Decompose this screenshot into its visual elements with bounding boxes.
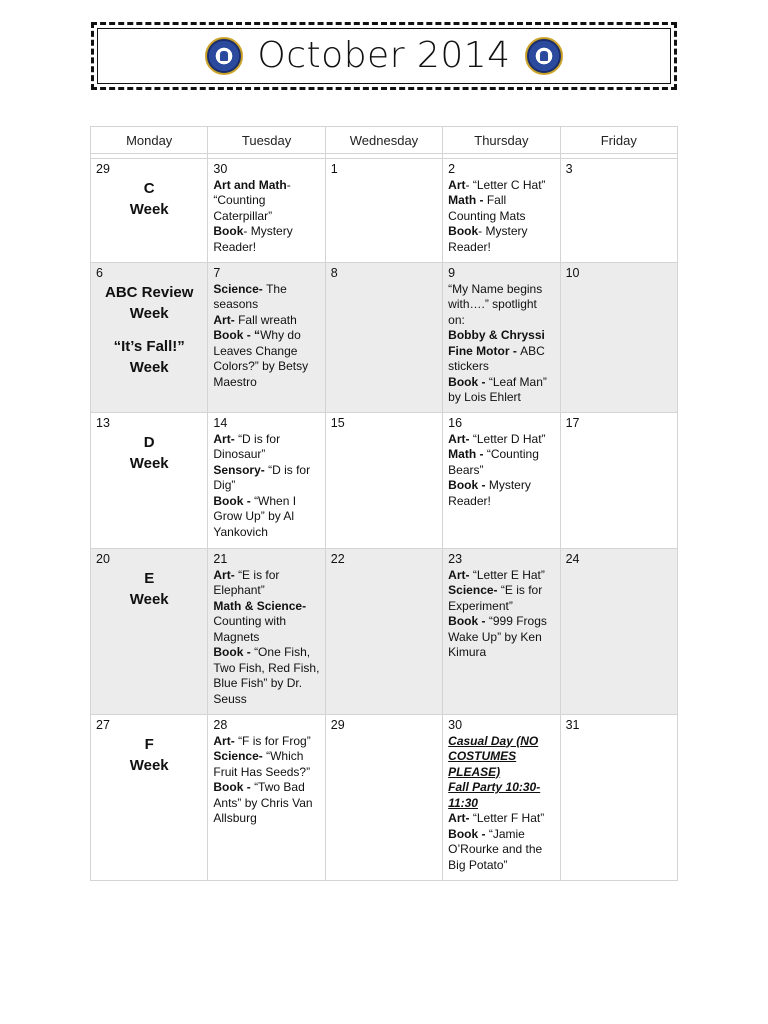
day-cell (208, 715, 325, 881)
day-cell (325, 549, 442, 715)
activity-line: Science- “E is for Experiment” (448, 583, 543, 613)
activity-line: Art- “F is for Frog” (213, 733, 311, 748)
activity-line: Art and Math- “Counting Caterpillar” (213, 177, 291, 223)
day-cell (560, 549, 677, 715)
weekday-header: Wednesday (325, 127, 442, 154)
activity-line: “My Name begins with….” spotlight on: (448, 281, 543, 327)
day-number: 13 (96, 416, 110, 430)
activity-line: Science- The seasons (213, 281, 287, 311)
weekday-header: Monday (91, 127, 208, 154)
activity-line: Fall Party 10:30-11:30 (448, 780, 541, 810)
activity-line: Art- “Letter D Hat” (448, 431, 546, 446)
week-theme-label: C Week (129, 179, 169, 218)
activity-line: Book - “Jamie O’Rourke and the Big Potato” (448, 826, 543, 872)
day-cell (443, 159, 560, 263)
day-number: 15 (330, 416, 345, 430)
day-cell (208, 549, 325, 715)
day-number: 2 (448, 162, 456, 176)
activity-line: Art- “E is for Elephant” (213, 567, 280, 597)
activity-line: Art- “Letter C Hat” (448, 177, 546, 192)
activity-line: Sensory- “D is for Dig” (213, 462, 311, 492)
activity-line: Math - “Counting Bears” (448, 447, 539, 477)
activity-line: Book - “999 Frogs Wake Up” by Ken Kimura (448, 614, 547, 659)
day-cell (560, 263, 677, 413)
day-cell (208, 263, 325, 413)
activity-line: Bobby & Chryssi (448, 328, 545, 342)
day-number: 7 (213, 266, 221, 280)
day-number: 23 (448, 552, 463, 566)
day-number: 21 (213, 552, 228, 566)
activity-line: Art- “Letter E Hat” (448, 567, 545, 582)
calendar-table (90, 126, 678, 881)
week-theme-label: E Week (129, 569, 169, 608)
weekday-header: Tuesday (208, 127, 325, 154)
day-number: 17 (565, 416, 580, 430)
day-cell (443, 549, 560, 715)
day-number: 29 (330, 718, 345, 732)
day-cell (208, 413, 325, 549)
day-cell (560, 413, 677, 549)
day-cell (91, 413, 208, 549)
day-number: 30 (448, 718, 463, 732)
day-cell (91, 159, 208, 263)
day-number: 8 (330, 266, 338, 280)
day-number: 29 (96, 162, 110, 176)
day-cell (325, 413, 442, 549)
day-number: 6 (96, 266, 103, 280)
weekday-header-row (91, 127, 678, 154)
day-cell (91, 263, 208, 413)
activity-line: Casual Day (NO COSTUMES PLEASE) (448, 733, 539, 779)
day-number: 22 (330, 552, 345, 566)
activity-line: Art- “Letter F Hat” (448, 811, 545, 825)
day-number: 10 (565, 266, 580, 280)
day-number: 27 (96, 718, 110, 732)
day-cell (443, 715, 560, 881)
day-number: 31 (565, 718, 580, 732)
school-seal-icon (525, 37, 563, 75)
day-cell (208, 159, 325, 263)
day-number: 20 (96, 552, 110, 566)
activity-line: Math & Science- Counting with Magnets (213, 598, 307, 644)
day-cell (560, 715, 677, 881)
activity-line: Fine Motor - ABC stickers (448, 343, 545, 373)
activity-line: Art- Fall wreath (213, 312, 297, 327)
day-cell (443, 263, 560, 413)
calendar-title-banner (91, 22, 677, 90)
activity-line: Science- “Which Fruit Has Seeds?” (213, 749, 311, 779)
day-number: 9 (448, 266, 456, 280)
activity-line: Art- “D is for Dinosaur” (213, 431, 281, 461)
day-cell (91, 715, 208, 881)
day-number: 30 (213, 162, 228, 176)
week-theme-label: “It’s Fall!” Week (113, 337, 185, 376)
activity-line: Math - Fall Counting Mats (448, 193, 526, 223)
week-theme-label: F Week (129, 735, 169, 774)
activity-line: Book - Mystery Reader! (448, 478, 531, 508)
day-number: 24 (565, 552, 580, 566)
day-number: 28 (213, 718, 228, 732)
page-title: October 2014 (257, 35, 511, 76)
week-theme-label: D Week (129, 433, 169, 472)
activity-line: Book- Mystery Reader! (213, 224, 293, 254)
day-number: 3 (565, 162, 573, 176)
week-theme-label: ABC Review Week (105, 283, 194, 322)
day-number: 14 (213, 416, 228, 430)
activity-line: Book - “When I Grow Up” by Al Yankovich (213, 493, 297, 539)
activity-line: Book - “Two Bad Ants” by Chris Van Allsburg (213, 780, 313, 825)
activity-line: Book - “Leaf Man” by Lois Ehlert (448, 374, 547, 404)
week-row (91, 413, 678, 549)
day-cell (325, 263, 442, 413)
week-row (91, 263, 678, 413)
week-row (91, 715, 678, 881)
day-number: 16 (448, 416, 463, 430)
activity-line: Book - “Why do Leaves Change Colors?” by Betsy Maestro (213, 328, 309, 389)
day-number: 1 (330, 162, 338, 176)
day-cell (325, 715, 442, 881)
weekday-header: Thursday (443, 127, 560, 154)
weekday-header: Friday (560, 127, 677, 154)
day-cell (91, 549, 208, 715)
week-row (91, 159, 678, 263)
day-cell (560, 159, 677, 263)
week-row (91, 549, 678, 715)
school-seal-icon (205, 37, 243, 75)
day-cell (325, 159, 442, 263)
day-cell (443, 413, 560, 549)
activity-line: Book - “One Fish, Two Fish, Red Fish, Blue Fish” by Dr. Seuss (213, 645, 320, 706)
activity-line: Book- Mystery Reader! (448, 224, 528, 254)
